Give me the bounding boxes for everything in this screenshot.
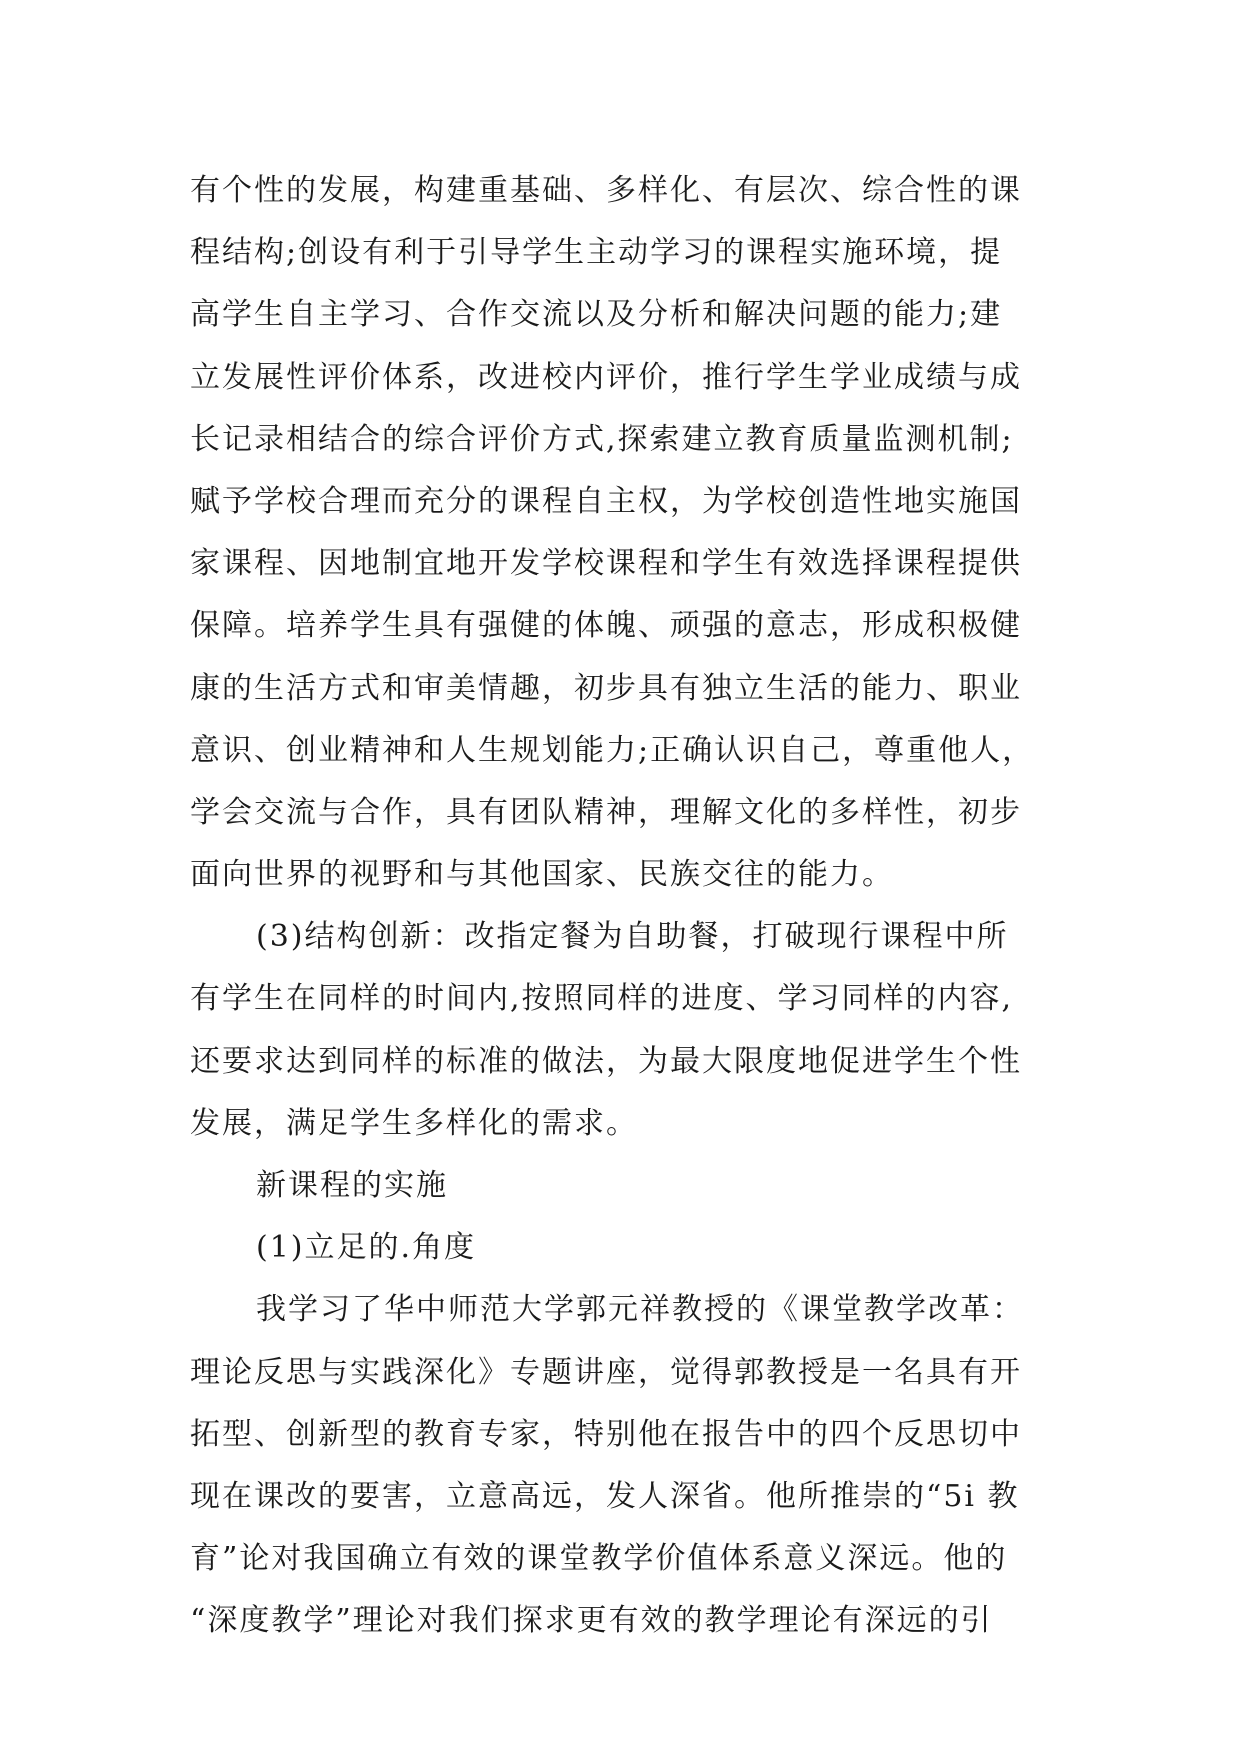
text-line: 保障。培养学生具有强健的体魄、顽强的意志，形成积极健	[190, 608, 1022, 644]
text-line: 新课程的实施	[256, 1168, 448, 1203]
text-line: 还要求达到同样的标准的做法，为最大限度地促进学生个性	[190, 1043, 1022, 1079]
paragraph	[190, 160, 1070, 906]
paragraph	[190, 906, 1070, 1155]
text-line: 拓型、创新型的教育专家，特别他在报告中的四个反思切中	[190, 1416, 1022, 1452]
text-line: 程结构;创设有利于引导学生主动学习的课程实施环境，提	[190, 235, 1003, 271]
text-line: 康的生活方式和审美情趣，初步具有独立生活的能力、职业	[190, 670, 1022, 706]
paragraph	[190, 1279, 1070, 1652]
text-line: 赋予学校合理而充分的课程自主权，为学校创造性地实施国	[190, 483, 1022, 519]
text-line: (1)立足的.角度	[256, 1230, 477, 1266]
sub-heading	[190, 1217, 1070, 1279]
text-line: 面向世界的视野和与其他国家、民族交往的能力。	[190, 857, 894, 893]
document-body	[190, 160, 1070, 1653]
text-line: (3)结构创新：改指定餐为自助餐，打破现行课程中所	[256, 919, 1009, 955]
text-line: 现在课改的要害，立意高远，发人深省。他所推崇的“5i 教	[190, 1478, 1020, 1514]
text-line: 学会交流与合作，具有团队精神，理解文化的多样性，初步	[190, 794, 1022, 830]
text-line: “深度教学”理论对我们探求更有效的教学理论有深远的引	[190, 1603, 993, 1639]
text-line: 意识、创业精神和人生规划能力;正确认识自己，尊重他人，	[190, 732, 1035, 768]
text-line: 理论反思与实践深化》专题讲座，觉得郭教授是一名具有开	[190, 1354, 1022, 1390]
text-line: 我学习了华中师范大学郭元祥教授的《课堂教学改革：	[256, 1292, 1024, 1328]
text-line: 有学生在同样的时间内,按照同样的进度、学习同样的内容,	[190, 981, 1014, 1017]
text-line: 有个性的发展，构建重基础、多样化、有层次、综合性的课	[190, 173, 1022, 208]
text-line: 高学生自主学习、合作交流以及分析和解决问题的能力;建	[190, 297, 1003, 333]
text-line: 家课程、因地制宜地开发学校课程和学生有效选择课程提供	[190, 546, 1022, 582]
section-heading	[190, 1155, 1070, 1217]
text-line: 立发展性评价体系，改进校内评价，推行学生学业成绩与成	[190, 359, 1022, 395]
text-line: 发展，满足学生多样化的需求。	[190, 1105, 638, 1141]
text-line: 育”论对我国确立有效的课堂教学价值体系意义深远。他的	[190, 1541, 1008, 1577]
text-line: 长记录相结合的综合评价方式,探索建立教育质量监测机制;	[190, 421, 1014, 457]
